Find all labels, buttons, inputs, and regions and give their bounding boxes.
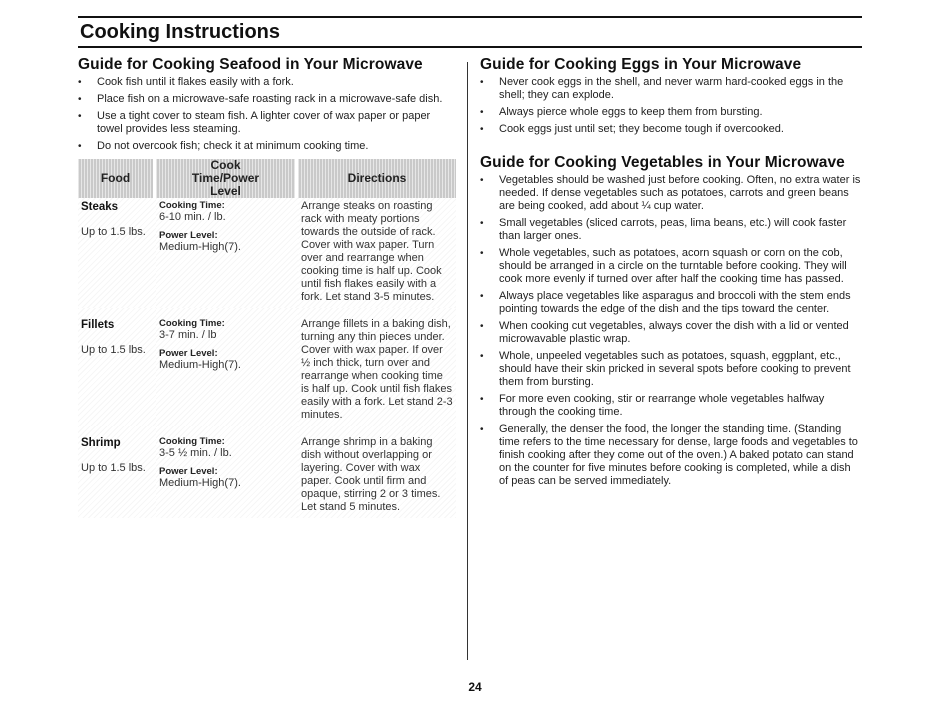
cook-time-value: 3-5 ½ min. / lb. <box>159 447 232 459</box>
list-item: • When cooking cut vegetables, always cover the dish with a lid or vented microwavable plastic wrap. <box>480 320 862 346</box>
cook-time-value: 6-10 min. / lb. <box>159 211 226 223</box>
table-row <box>78 198 456 308</box>
food-cell <box>78 198 156 308</box>
food-amount: Up to 1.5 lbs. <box>81 462 146 474</box>
seafood-cooking-table <box>78 159 456 518</box>
power-level-value: Medium-High(7). <box>159 241 241 253</box>
cook-time-label: Cooking Time: <box>159 318 225 329</box>
power-level-label: Power Level: <box>159 466 218 477</box>
cook-time-cell <box>156 426 298 518</box>
page-header <box>78 16 862 48</box>
food-name: Fillets <box>81 319 115 331</box>
vegetables-bullet-list <box>480 174 862 488</box>
cook-time-cell <box>156 198 298 308</box>
right-column <box>480 56 862 492</box>
eggs-heading: Guide for Cooking Eggs in Your Microwave <box>480 56 802 73</box>
directions-cell: Arrange steaks on roasting rack with meaty portions towards the outside of rack. Cover with wax paper. Turn over and rearrange when cooking time is half up. Cook until fish flakes easily with a fork. Let stand 3-5 minutes. <box>298 198 456 308</box>
list-item: • For more even cooking, stir or rearrange whole vegetables halfway through the cooking time. <box>480 393 862 419</box>
list-item: • Whole vegetables, such as potatoes, acorn squash or corn on the cob, should be arranged in a circle on the turntable before cooking. They will cook more evenly if turned over after half the cooking time has passed. <box>480 247 862 286</box>
power-level-value: Medium-High(7). <box>159 359 241 371</box>
column-divider <box>467 62 468 660</box>
header-directions: Directions <box>298 159 456 198</box>
food-name: Shrimp <box>81 437 121 449</box>
list-item: • Never cook eggs in the shell, and never warm hard-cooked eggs in the shell; they can explode. <box>480 76 862 102</box>
list-item: • Use a tight cover to steam fish. A lighter cover of wax paper or paper towel provides less steaming. <box>78 110 458 136</box>
directions-cell: Arrange fillets in a baking dish, turning any thin pieces under. Cover with wax paper. If over ½ inch thick, turn over and rearrange when cooking time is half up. Cook until fish flakes easily with a fork. Let stand 2-3 minutes. <box>298 308 456 426</box>
list-item: • Place fish on a microwave-safe roasting rack in a microwave-safe dish. <box>78 93 458 106</box>
eggs-bullet-list <box>480 76 862 136</box>
table-row <box>78 308 456 426</box>
table-row <box>78 426 456 518</box>
food-amount: Up to 1.5 lbs. <box>81 344 146 356</box>
power-level-value: Medium-High(7). <box>159 477 241 489</box>
cook-time-label: Cooking Time: <box>159 436 225 447</box>
directions-cell: Arrange shrimp in a baking dish without overlapping or layering. Cover with wax paper. Cook until firm and opaque, stirring 2 or 3 times. Let stand 5 minutes. <box>298 426 456 518</box>
list-item: • Do not overcook fish; check it at minimum cooking time. <box>78 140 458 153</box>
food-cell <box>78 426 156 518</box>
list-item: • Generally, the denser the food, the longer the standing time. (Standing time refers to the time necessary for dense, large foods and vegetables to finish cooking after they come out of the oven.) A baked potato can stand on the counter for five minutes before cooking is completed, while a dish of peas can be served immediately. <box>480 423 862 488</box>
page-title: Cooking Instructions <box>80 21 280 43</box>
power-level-label: Power Level: <box>159 348 218 359</box>
seafood-heading: Guide for Cooking Seafood in Your Microwave <box>78 56 423 73</box>
left-column <box>78 56 458 518</box>
food-cell <box>78 308 156 426</box>
list-item: • Always place vegetables like asparagus and broccoli with the stem ends pointing towards the edge of the dish and the tips toward the center. <box>480 290 862 316</box>
power-level-label: Power Level: <box>159 230 218 241</box>
header-cook-time-power: Cook Time/Power Level <box>156 159 298 198</box>
vegetables-heading: Guide for Cooking Vegetables in Your Microwave <box>480 154 845 171</box>
food-amount: Up to 1.5 lbs. <box>81 226 146 238</box>
table-header-row <box>78 159 456 198</box>
list-item: • Small vegetables (sliced carrots, peas, lima beans, etc.) will cook faster than larger ones. <box>480 217 862 243</box>
cook-time-label: Cooking Time: <box>159 200 225 211</box>
seafood-bullet-list <box>78 76 458 153</box>
list-item: • Cook eggs just until set; they become tough if overcooked. <box>480 123 862 136</box>
list-item: • Whole, unpeeled vegetables such as potatoes, squash, eggplant, etc., should have their skin pricked in several spots before cooking to prevent them from bursting. <box>480 350 862 389</box>
cook-time-cell <box>156 308 298 426</box>
list-item: • Vegetables should be washed just before cooking. Often, no extra water is needed. If dense vegetables such as potatoes, carrots and green beans are being cooked, add about ¼ cup water. <box>480 174 862 213</box>
page-number: 24 <box>468 680 482 694</box>
list-item: • Always pierce whole eggs to keep them from bursting. <box>480 106 862 119</box>
header-food: Food <box>78 159 156 198</box>
food-name: Steaks <box>81 201 119 213</box>
cook-time-value: 3-7 min. / lb <box>159 329 217 341</box>
list-item: • Cook fish until it flakes easily with a fork. <box>78 76 458 89</box>
